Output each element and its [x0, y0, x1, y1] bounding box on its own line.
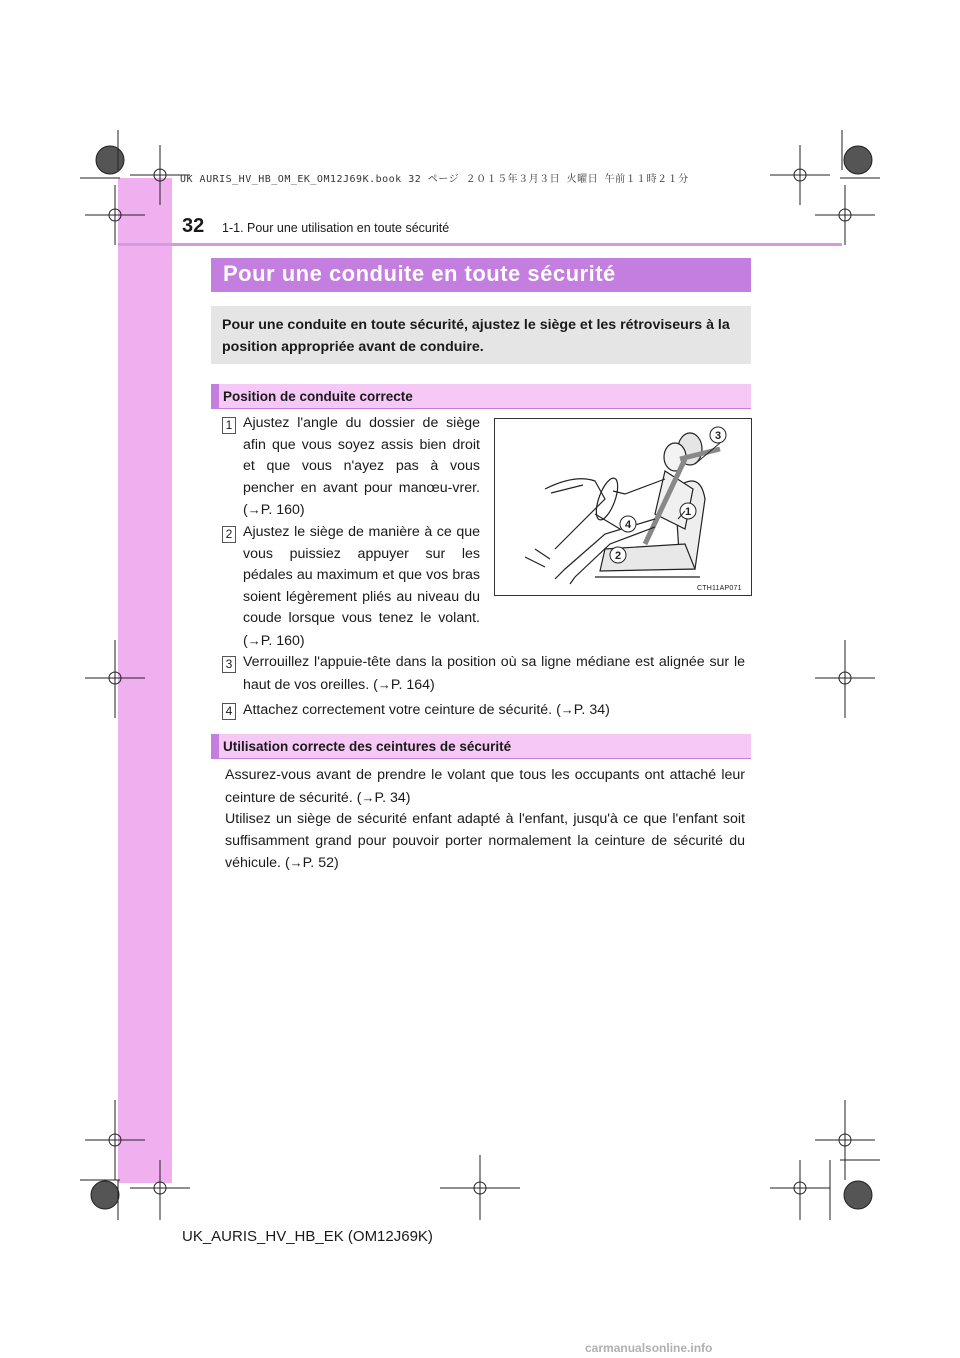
page-ref: P. 34 — [374, 789, 406, 806]
arrow-right-icon: → — [560, 702, 574, 717]
step-number: 3 — [222, 656, 236, 673]
figure-callout: 2 — [614, 550, 622, 562]
step-number: 4 — [222, 703, 236, 720]
driving-position-figure — [494, 418, 752, 596]
page-ref: P. 52 — [302, 855, 334, 871]
step-body: Verrouillez l'appuie-tête dans la position où sa ligne médiane est alignée sur le haut de vos oreilles. — [243, 654, 745, 693]
section-heading: Utilisation correcte des ceintures de sécurité — [223, 739, 512, 754]
step-text: Ajustez le siège de manière à ce que vous puissiez appuyer sur les pédales au maximum et que vos bras soient légèrement pliés au niveau du coude lorsque vous tenez le volant. (→P. 160) — [243, 524, 480, 649]
page-title: Pour une conduite en toute sécurité — [223, 261, 616, 286]
page-number: 32 — [182, 215, 205, 237]
para-body: Assurez-vous avant de prendre le volant que tous les occupants ont attaché leur ceinture de sécurité. — [225, 767, 745, 806]
page-ref: P. 160 — [260, 632, 300, 649]
step-text: Attachez correctement votre ceinture de sécurité. (→P. 34) — [243, 702, 610, 718]
footer-code: UK_AURIS_HV_HB_EK (OM12J69K) — [182, 1228, 433, 1245]
figure-callout: 4 — [624, 519, 632, 531]
arrow-right-icon: → — [247, 632, 261, 648]
figure-callout: 1 — [684, 506, 692, 518]
step-number: 2 — [222, 526, 236, 543]
seatbelt-paragraph: Assurez-vous avant de prendre le volant que tous les occupants ont attaché leur ceinture de sécurité. (→P. 34) Utilisez un siège de sécurité enfant adapté à l'enfant, jusqu'à ce que l'enfant soit suffisamment grand pour pouvoir porter normalement la ceinture de sécurité du véhicule. (→P. 52) — [225, 767, 745, 871]
page-ref: P. 34 — [573, 702, 606, 718]
step-number: 1 — [222, 417, 236, 434]
page-ref: P. 164 — [390, 676, 431, 693]
driver-seat-illustration — [495, 419, 751, 595]
section-underline — [211, 408, 751, 409]
step-text: Ajustez l'angle du dossier de siège afin que vous soyez assis bien droit et que vous n'ayez pas à vous pencher en avant pour manœu-vrer. (→P. 160) — [243, 415, 480, 518]
figure-code: CTH11AP071 — [697, 585, 742, 592]
header-rule — [118, 243, 842, 246]
arrow-right-icon: → — [289, 855, 303, 870]
section-accent — [211, 734, 219, 758]
step-body: Attachez correctement votre ceinture de sécurité. — [243, 702, 553, 718]
page-ref: P. 160 — [260, 502, 300, 518]
step-text: Verrouillez l'appuie-tête dans la position où sa ligne médiane est alignée sur le haut de vos oreilles. (→P. 164) — [243, 654, 745, 693]
arrow-right-icon: → — [361, 789, 375, 805]
arrow-right-icon: → — [377, 676, 391, 692]
para-body: Utilisez un siège de sécurité enfant adapté à l'enfant, jusqu'à ce que l'enfant soit suffisamment grand pour pouvoir porter normalement la ceinture de sécurité du véhicule. — [225, 811, 745, 871]
arrow-right-icon: → — [247, 502, 261, 517]
running-header: 1-1. Pour une utilisation en toute sécurité — [222, 221, 450, 235]
book-header: UK AURIS_HV_HB_OM_EK_OM12J69K.book 32 ページ ２０１５年３月３日 火曜日 午前１１時２１分 — [180, 174, 689, 185]
section-underline — [211, 758, 751, 759]
section-heading: Position de conduite correcte — [223, 389, 413, 404]
step-body: Ajustez l'angle du dossier de siège afin que vous soyez assis bien droit et que vous n'ayez pas à vous pencher en avant pour manœu-vrer. — [243, 415, 480, 496]
watermark: carmanualsonline.info — [585, 1341, 713, 1355]
figure-callout: 3 — [714, 430, 722, 442]
intro-text: Pour une conduite en toute sécurité, ajustez le siège et les rétroviseurs à la position appropriée avant de conduire. — [222, 317, 730, 355]
section-accent — [211, 384, 219, 408]
step-body: Ajustez le siège de manière à ce que vous puissiez appuyer sur les pédales au maximum et que vos bras soient légèrement pliés au niveau du coude lorsque vous tenez le volant. — [243, 524, 480, 626]
